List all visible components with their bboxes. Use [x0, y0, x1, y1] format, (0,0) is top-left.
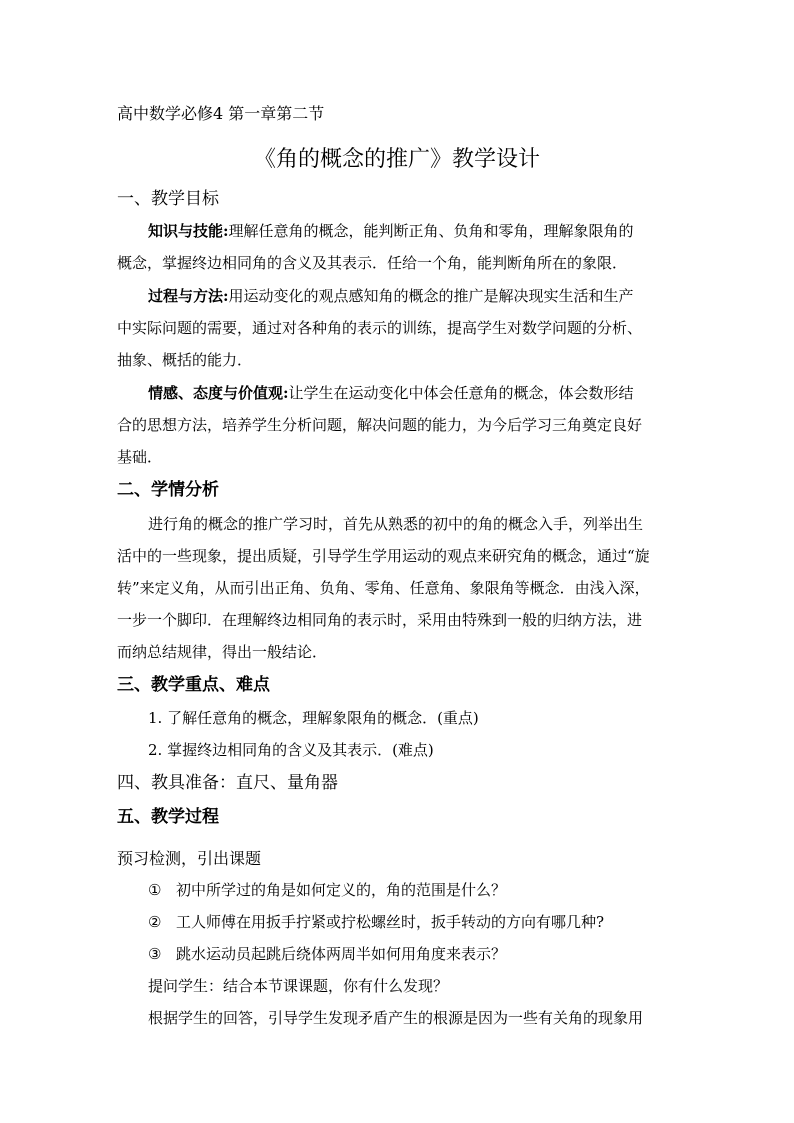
- goals-p3-line2: 合的思想方法，培养学生分析问题，解决问题的能力，为今后学习三角奠定良好: [117, 416, 643, 434]
- goals-p1-line2: 概念，掌握终边相同角的含义及其表示．任给一个角，能判断角所在的象限．: [117, 254, 628, 272]
- keypoint-item-1: 1. 了解任意角的概念，理解象限角的概念．(重点): [148, 709, 479, 727]
- process-ask: 提问学生：结合本节课课题，你有什么发现？: [148, 977, 449, 995]
- goals-p1-lead: 知识与技能:: [148, 222, 229, 240]
- document-subtitle: 高中数学必修4 第一章第二节: [117, 104, 325, 123]
- goals-p3-line3: 基础．: [117, 448, 163, 466]
- goals-p2-lead: 过程与方法:: [148, 287, 229, 305]
- analysis-line-4: 一步一个脚印．在理解终边相同角的表示时，采用由特殊到一般的归纳方法，进: [117, 611, 643, 629]
- process-question-3: [148, 944, 506, 964]
- question-3-text: 跳水运动员起跳后绕体两周半如何用角度来表示？: [176, 945, 507, 963]
- process-last-line: 根据学生的回答，引导学生发现矛盾产生的根源是因为一些有关角的现象用: [148, 1009, 644, 1027]
- section-keypoints-heading: 三、教学重点、难点: [117, 675, 270, 695]
- keypoint-item-2: 2. 掌握终边相同角的含义及其表示．(难点): [148, 741, 434, 759]
- process-subheading: 预习检测，引出课题: [117, 849, 262, 868]
- question-2-number: ②: [148, 913, 162, 931]
- question-2-text: 工人师傅在用扳手拧紧或拧松螺丝时，扳手转动的方向有哪几种?: [176, 913, 605, 931]
- goals-p2-line3: 抽象、概括的能力．: [117, 351, 253, 369]
- goals-paragraph-3: [148, 383, 634, 403]
- question-1-text: 初中所学过的角是如何定义的，角的范围是什么？: [176, 881, 507, 899]
- goals-p1-line1: 理解任意角的概念，能判断正角、负角和零角，理解象限角的: [228, 222, 634, 240]
- goals-p3-line1: 让学生在运动变化中体会任意角的概念，体会数形结: [288, 384, 634, 402]
- section-analysis-heading: 二、学情分析: [117, 480, 219, 500]
- goals-paragraph-1: [148, 221, 634, 241]
- analysis-line-5: 而纳总结规律，得出一般结论．: [117, 643, 328, 661]
- section-tools-heading: 四、教具准备：直尺、量角器: [117, 773, 338, 793]
- section-goals-heading: 一、教学目标: [117, 189, 219, 209]
- goals-p2-line2: 中实际问题的需要，通过对各种角的表示的训练，提高学生对数学问题的分析、: [117, 319, 643, 337]
- analysis-line-3: 转”来定义角，从而引出正角、负角、零角、任意角、象限角等概念．由浅入深，: [117, 579, 650, 597]
- question-3-number: ③: [148, 945, 162, 963]
- goals-p2-line1: 用运动变化的观点感知角的概念的推广是解决现实生活和生产: [228, 287, 634, 305]
- goals-paragraph-2: [148, 286, 634, 306]
- document-title: 《角的概念的推广》教学设计: [253, 147, 540, 172]
- analysis-line-1: 进行角的概念的推广学习时，首先从熟悉的初中的角的概念入手，列举出生: [148, 515, 644, 533]
- question-1-number: ①: [148, 881, 162, 899]
- goals-p3-lead: 情感、态度与价值观:: [148, 384, 289, 402]
- process-question-1: [148, 880, 506, 900]
- section-process-heading: 五、教学过程: [117, 807, 219, 827]
- analysis-line-2: 活中的一些现象，提出质疑，引导学生学用运动的观点来研究角的概念，通过“旋: [117, 547, 650, 565]
- process-question-2: [148, 912, 604, 932]
